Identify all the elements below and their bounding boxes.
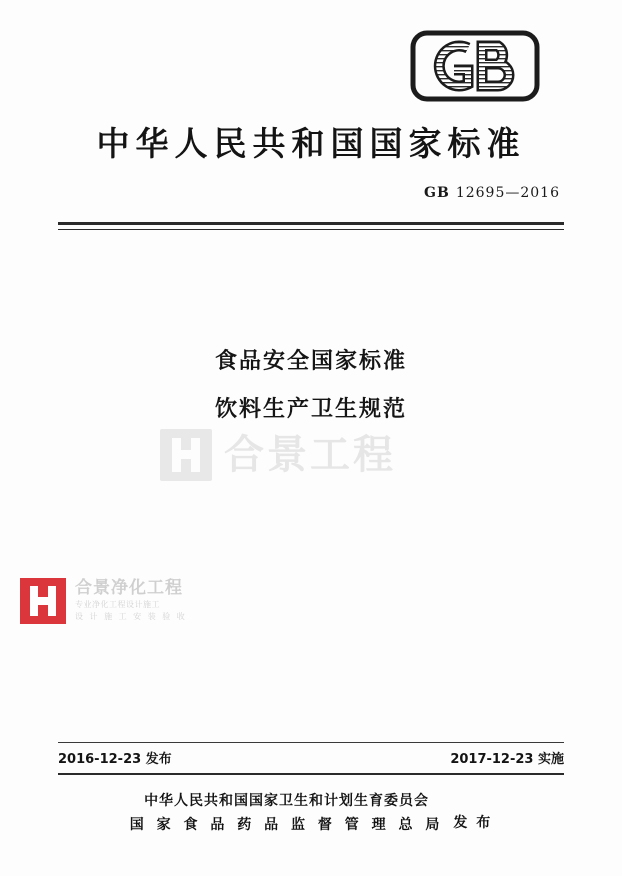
issuer-line-1: 中华人民共和国国家卫生和计划生育委员会 [144,793,430,809]
header-rule-thin [58,229,564,230]
issue-verb: 发 布 [453,815,493,831]
issuer-line-2: 国 家 食 品 药 品 监 督 管 理 总 局 [129,817,444,833]
implement-date: 2017-12-23 实施 [450,752,564,767]
watermark-small-line-2: 专业净化工程设计施工 [75,599,160,609]
watermark-logo-crossbar [172,450,200,459]
standard-number-prefix: GB [424,185,450,201]
watermark-small [20,578,270,640]
footer-dates [58,748,564,767]
national-standard-title: 中华人民共和国国家标准 [96,124,526,163]
watermark-red-logo-crossbar [30,597,56,605]
issuer-block [130,790,493,834]
issuer-lines [130,790,444,834]
standard-number-value: 12695—2016 [455,185,560,201]
publish-date: 2016-12-23 发布 [58,752,172,767]
issuer-section [0,790,622,834]
watermark-small-text-block [75,578,187,621]
header-rule-thick [58,222,564,225]
watermark-large-text: 合景工程 [224,432,396,478]
watermark-logo-icon [160,429,212,481]
standard-number [424,185,560,201]
document-title-line-2: 饮料生产卫生规范 [214,397,407,422]
footer-rule-bottom [58,773,564,775]
document-title-line-1: 食品安全国家标准 [214,349,407,374]
watermark-small-line-3: 设 计 施 工 安 装 验 收 [75,611,187,621]
gb-logo-icon [410,30,540,102]
watermark-large [160,424,470,486]
watermark-red-logo-icon [20,578,66,624]
footer-rule-top [58,742,564,743]
watermark-small-line-1: 合景净化工程 [75,578,183,598]
